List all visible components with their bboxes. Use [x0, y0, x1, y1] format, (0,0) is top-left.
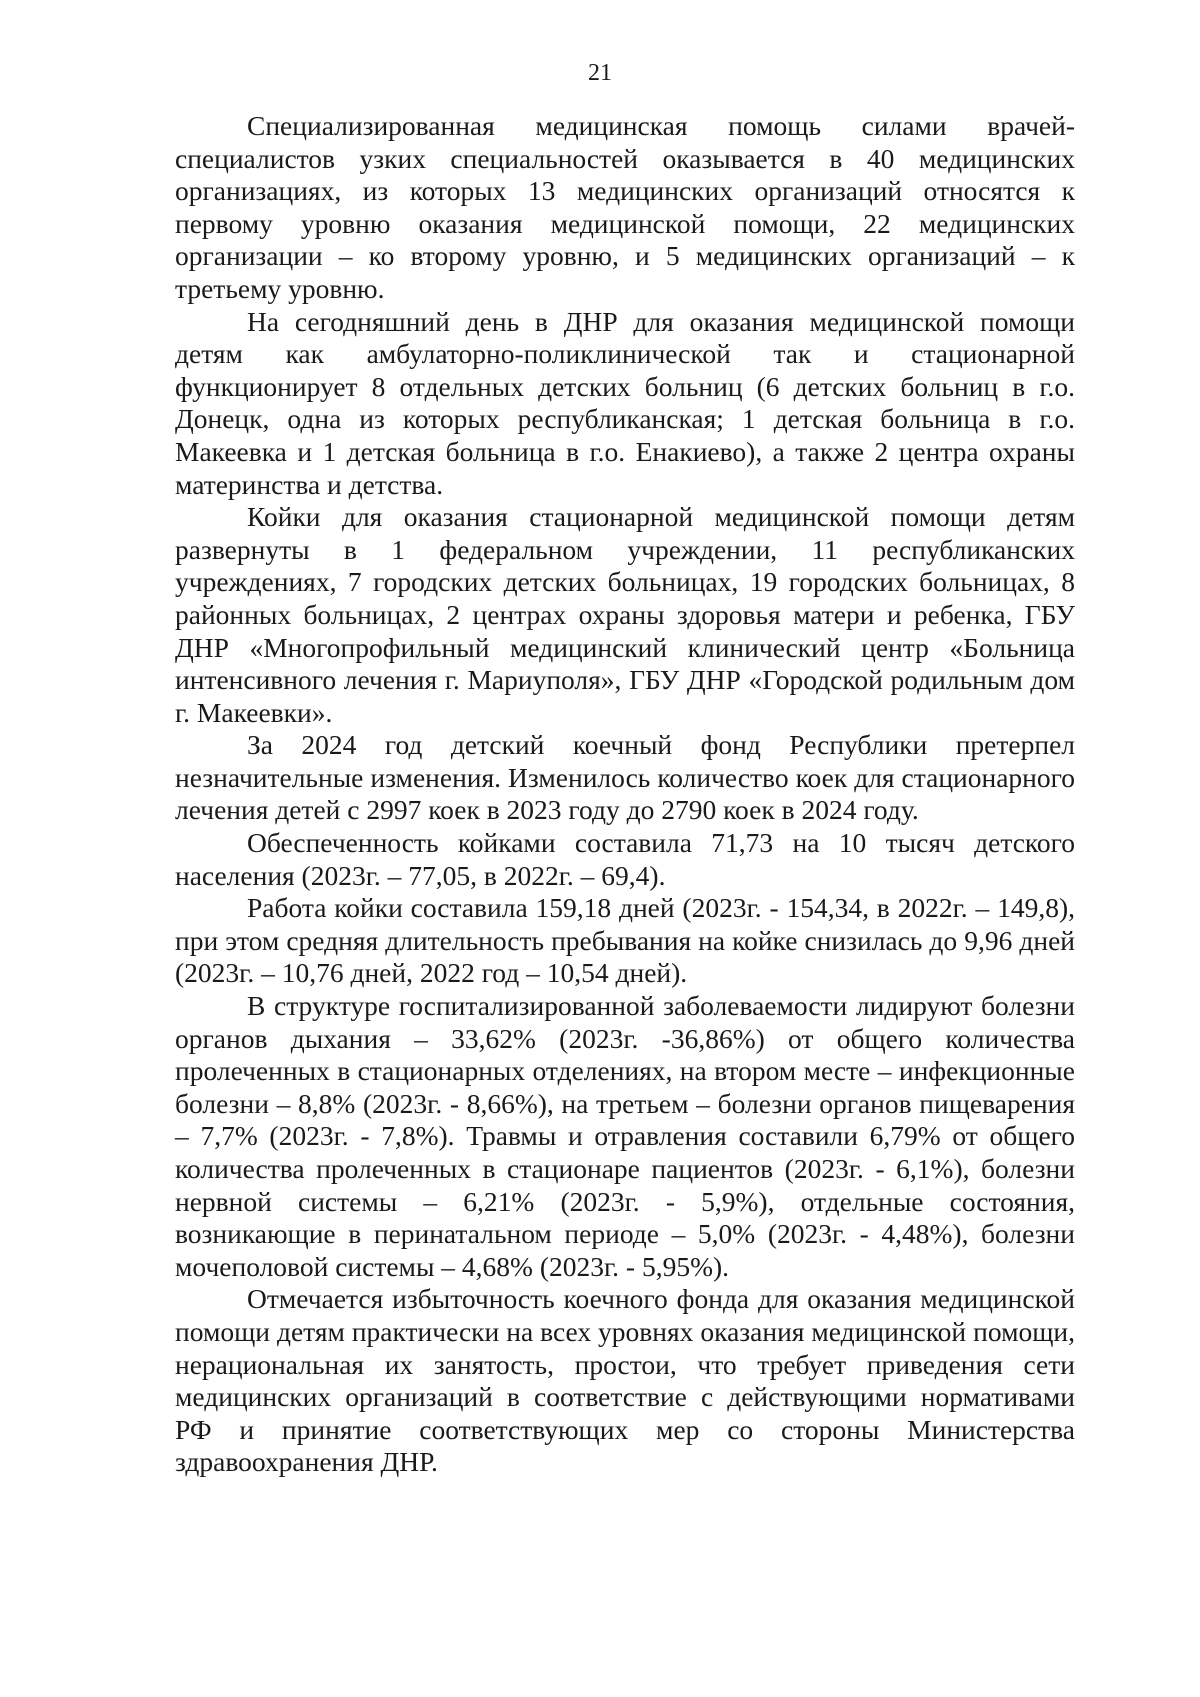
paragraph-specialized-care: Специализированная медицинская помощь силами врачей-специалистов узких специальностей оказывается в 40 медицинских организациях, из которых 13 медицинских организаций относятся к первому уровню оказания медицинской помощи, 22 медицинских организации – ко второму уровню, и 5 медицинских организаций – к третьему уровню. [175, 110, 1075, 304]
paragraph-children-hospitals: На сегодняшний день в ДНР для оказания медицинской помощи детям как амбулаторно-поликлинической так и стационарной функционирует 8 отдельных детских больниц (6 детских больниц в г.о. Донецк, одна из которых республиканская; 1 детская больница в г.о. Макеевка и 1 детская больница в г.о. Енакиево), а также 2 центра охраны материнства и детства. [175, 305, 1075, 500]
page-number: 21 [588, 60, 612, 86]
paragraph-bed-fund-changes: За 2024 год детский коечный фонд Республики претерпел незначительные изменения. Изменилось количество коек для стационарного лечения детей с 2997 коек в 2023 году до 2790 коек в 2024 году. [175, 729, 1075, 826]
paragraph-hospitalized-morbidity: В структуре госпитализированной заболеваемости лидируют болезни органов дыхания – 33,62% (2023г. -36,86%) от общего количества пролеченных в стационарных отделениях, на втором месте – инфекционные болезни – 8,8% (2023г. - 8,66%), на третьем – болезни органов пищеварения – 7,7% (2023г. - 7,8%). Травмы и отравления составили 6,79% от общего количества пролеченных в стационаре пациентов (2023г. - 6,1%), болезни нервной системы – 6,21% (2023г. - 5,9%), отдельные состояния, возникающие в перинатальном периоде – 5,0% (2023г. - 4,48%), болезни мочеполовой системы – 4,68% (2023г. - 5,95%). [175, 990, 1075, 1282]
paragraph-bed-deployment: Койки для оказания стационарной медицинской помощи детям развернуты в 1 федеральном учреждении, 11 республиканских учреждениях, 7 городских детских больницах, 19 городских больницах, 8 районных больницах, 2 центрах охраны здоровья матери и ребенка, ГБУ ДНР «Многопрофильный медицинский клинический центр «Больница интенсивного лечения г. Мариуполя», ГБУ ДНР «Городской родильным дом г. Макеевки». [175, 501, 1075, 728]
paragraph-bed-fund-excess: Отмечается избыточность коечного фонда для оказания медицинской помощи детям практически на всех уровнях оказания медицинской помощи, нерациональная их занятость, простои, что требует приведения сети медицинских организаций в соответствие с действующими нормативами РФ и принятие соответствующих мер со стороны Министерства здравоохранения ДНР. [175, 1283, 1075, 1478]
document-body [175, 110, 1075, 1479]
paragraph-bed-work: Работа койки составила 159,18 дней (2023г. - 154,34, в 2022г. – 149,8), при этом средняя длительность пребывания на койке снизилась до 9,96 дней (2023г. – 10,76 дней, 2022 год – 10,54 дней). [175, 892, 1075, 989]
paragraph-bed-provision: Обеспеченность койками составила 71,73 на 10 тысяч детского населения (2023г. – 77,05, в 2022г. – 69,4). [175, 827, 1075, 891]
